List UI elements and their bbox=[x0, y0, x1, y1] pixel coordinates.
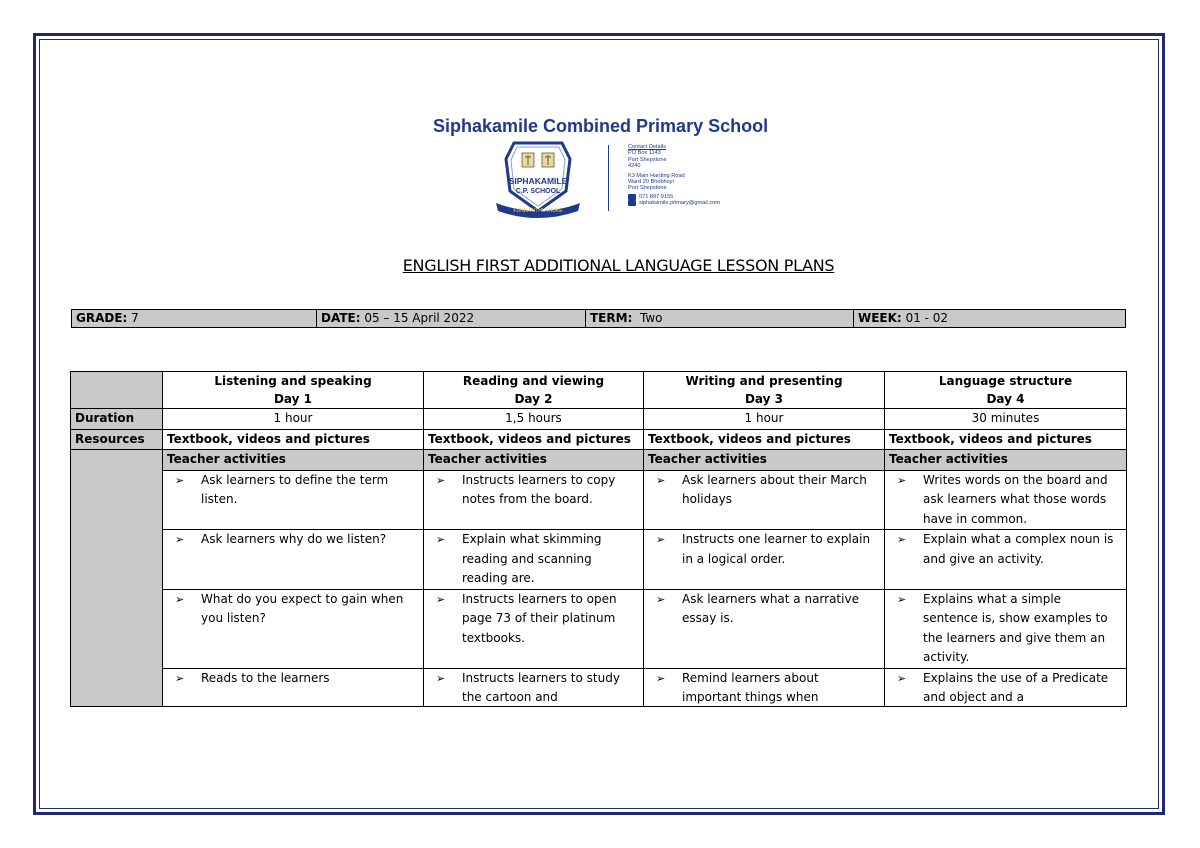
contact-details bbox=[628, 144, 768, 207]
arrow-bullet-icon: ➢ bbox=[436, 533, 446, 546]
row-label-resources: Resources bbox=[71, 429, 163, 450]
school-name: Siphakamile Combined Primary School bbox=[433, 116, 769, 136]
arrow-bullet-icon: ➢ bbox=[897, 473, 907, 487]
resources-cell: Textbook, videos and pictures bbox=[163, 429, 424, 450]
arrow-bullet-icon: ➢ bbox=[897, 671, 907, 685]
activities-heading-cell: Teacher activities bbox=[885, 450, 1127, 471]
info-bar bbox=[71, 309, 1126, 328]
term-cell bbox=[586, 310, 854, 327]
activities-heading-cell: Teacher activities bbox=[644, 450, 885, 471]
contact-heading: Contact Details bbox=[628, 144, 666, 150]
svg-text:C.P. SCHOOL: C.P. SCHOOL bbox=[515, 188, 561, 195]
phone-icon bbox=[628, 194, 636, 200]
contact-line: K3 Main Harding Road bbox=[628, 172, 685, 179]
activity-cell: ➢ Instructs learners to copy notes from the board. bbox=[424, 470, 644, 530]
resources-cell: Textbook, videos and pictures bbox=[885, 429, 1127, 450]
table-header-row bbox=[71, 372, 1127, 409]
row-label-duration: Duration bbox=[71, 409, 163, 430]
table-row-activity-3 bbox=[71, 589, 1127, 668]
activity-cell: ➢ Instructs learners to study the cartoon and bbox=[424, 668, 644, 706]
activity-cell: ➢ What do you expect to gain when you listen? bbox=[163, 589, 424, 668]
week-value: 01 - 02 bbox=[905, 311, 949, 325]
contact-line: PO Box 1143 bbox=[628, 150, 661, 157]
school-crest-logo bbox=[488, 139, 588, 219]
contact-email: siphakamile.primary@gmail.com bbox=[639, 200, 720, 207]
activity-cell: ➢ Instructs learners to open page 73 of their platinum textbooks. bbox=[424, 589, 644, 668]
email-icon bbox=[628, 200, 636, 206]
lesson-plan-table bbox=[70, 371, 1127, 707]
term-label: TERM: bbox=[590, 311, 633, 325]
duration-cell: 1 hour bbox=[163, 409, 424, 430]
arrow-bullet-icon: ➢ bbox=[436, 671, 446, 685]
table-row-activity-4 bbox=[71, 668, 1127, 706]
activities-heading-cell: Teacher activities bbox=[424, 450, 644, 471]
arrow-bullet-icon: ➢ bbox=[656, 473, 666, 487]
term-value: Two bbox=[640, 311, 663, 325]
arrow-bullet-icon: ➢ bbox=[897, 592, 907, 606]
activity-cell: ➢ Ask learners to define the term listen. bbox=[163, 470, 424, 530]
date-cell bbox=[317, 310, 586, 327]
table-row-activities-heading bbox=[71, 450, 1127, 471]
column-header: Language structure Day 4 bbox=[885, 372, 1127, 409]
activities-label-cell bbox=[71, 450, 163, 707]
duration-cell: 1,5 hours bbox=[424, 409, 644, 430]
resources-cell: Textbook, videos and pictures bbox=[424, 429, 644, 450]
contact-line: 4240 bbox=[628, 163, 641, 170]
arrow-bullet-icon: ➢ bbox=[656, 533, 666, 546]
week-label: WEEK: bbox=[858, 311, 902, 325]
column-header: Listening and speaking Day 1 bbox=[163, 372, 424, 409]
column-header: Writing and presenting Day 3 bbox=[644, 372, 885, 409]
activity-cell: ➢ Remind learners about important things when bbox=[644, 668, 885, 706]
grade-cell bbox=[72, 310, 317, 327]
arrow-bullet-icon: ➢ bbox=[656, 592, 666, 606]
arrow-bullet-icon: ➢ bbox=[175, 473, 185, 487]
week-cell bbox=[854, 310, 1124, 327]
resources-cell: Textbook, videos and pictures bbox=[644, 429, 885, 450]
arrow-bullet-icon: ➢ bbox=[175, 592, 185, 606]
activity-cell: ➢ Explain what a complex noun is and give an activity. bbox=[885, 530, 1127, 590]
activity-cell: ➢ Explains what a simple sentence is, show examples to the learners and give them an activity. bbox=[885, 589, 1127, 668]
activities-heading-cell: Teacher activities bbox=[163, 450, 424, 471]
activity-cell: ➢ Explains the use of a Predicate and object and a bbox=[885, 668, 1127, 706]
activity-cell: ➢ Ask learners why do we listen? bbox=[163, 530, 424, 590]
document-title: ENGLISH FIRST ADDITIONAL LANGUAGE LESSON PLANS bbox=[402, 256, 835, 275]
arrow-bullet-icon: ➢ bbox=[175, 533, 185, 546]
arrow-bullet-icon: ➢ bbox=[897, 533, 907, 546]
arrow-bullet-icon: ➢ bbox=[436, 473, 446, 487]
header-corner-cell bbox=[71, 372, 163, 409]
activity-cell: ➢ Ask learners about their March holidays bbox=[644, 470, 885, 530]
table-row-activity-2 bbox=[71, 530, 1127, 590]
date-value: 05 – 15 April 2022 bbox=[364, 311, 475, 325]
svg-text:FUNDA UTHUTHUKE: FUNDA UTHUTHUKE bbox=[513, 208, 563, 214]
duration-cell: 30 minutes bbox=[885, 409, 1127, 430]
activity-cell: ➢ Explain what skimming reading and scanning reading are. bbox=[424, 530, 644, 590]
activity-cell: ➢ Ask learners what a narrative essay is. bbox=[644, 589, 885, 668]
grade-value: 7 bbox=[131, 311, 139, 325]
activity-cell: ➢ Instructs one learner to explain in a logical order. bbox=[644, 530, 885, 590]
grade-label: GRADE: bbox=[76, 311, 128, 325]
date-label: DATE: bbox=[321, 311, 361, 325]
column-header: Reading and viewing Day 2 bbox=[424, 372, 644, 409]
arrow-bullet-icon: ➢ bbox=[175, 671, 185, 685]
activity-cell: ➢ Writes words on the board and ask learners what those words have in common. bbox=[885, 470, 1127, 530]
header-divider bbox=[608, 145, 609, 211]
activity-cell: ➢ Reads to the learners bbox=[163, 668, 424, 706]
contact-phone: 071 897 9155 bbox=[639, 193, 674, 200]
duration-cell: 1 hour bbox=[644, 409, 885, 430]
contact-line: Port Shepstone bbox=[628, 156, 667, 163]
table-row-resources bbox=[71, 429, 1127, 450]
contact-line: Port Shepstone bbox=[628, 185, 667, 192]
svg-text:SIPHAKAMILE: SIPHAKAMILE bbox=[508, 176, 568, 186]
table-row-activity-1 bbox=[71, 470, 1127, 530]
arrow-bullet-icon: ➢ bbox=[436, 592, 446, 606]
contact-line: Ward 20 Bhobhoyi bbox=[628, 179, 674, 186]
arrow-bullet-icon: ➢ bbox=[656, 671, 666, 685]
table-row-duration bbox=[71, 409, 1127, 430]
